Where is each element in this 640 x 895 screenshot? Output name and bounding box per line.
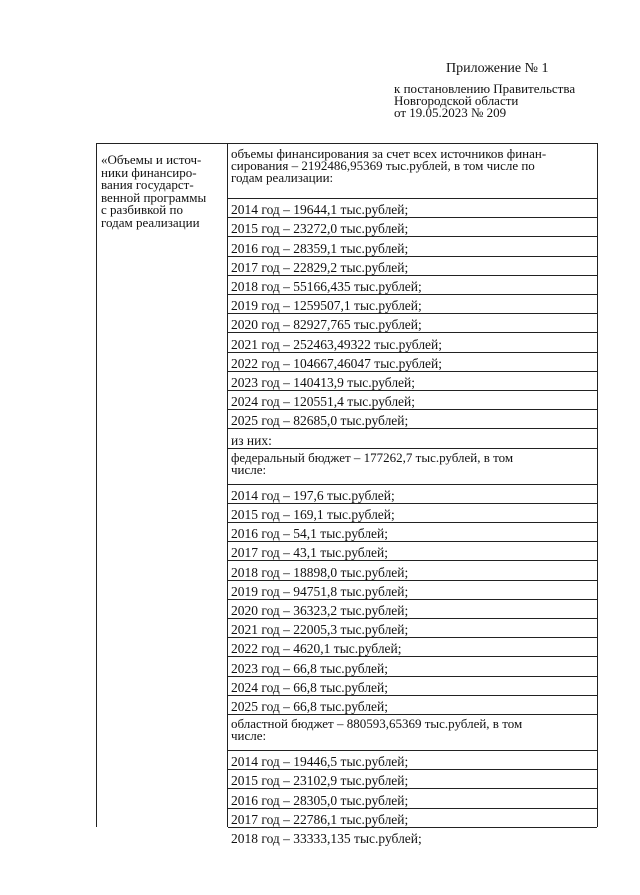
date-number-line: от 19.05.2023 № 209 — [394, 105, 507, 120]
row-label-line: с разбивкой по — [101, 202, 183, 217]
row-text: 2014 год – 19446,5 тыс.рублей; — [231, 754, 409, 770]
row-text: 2019 год – 94751,8 тыс.рублей; — [231, 583, 409, 599]
table-row — [228, 695, 597, 715]
table-row — [228, 714, 597, 751]
table-row — [228, 769, 597, 789]
row-text: 2021 год – 22005,3 тыс.рублей; — [231, 622, 409, 638]
row-text: 2022 год – 104667,46047 тыс.рублей; — [231, 355, 443, 371]
table-row — [228, 144, 597, 199]
row-text: 2020 год – 36323,2 тыс.рублей; — [231, 602, 409, 618]
funding-table — [96, 143, 598, 846]
row-text: из них: — [231, 432, 272, 448]
row-text: 2022 год – 4620,1 тыс.рублей; — [231, 641, 402, 657]
row-text: 2018 год – 55166,435 тыс.рублей; — [231, 278, 422, 294]
row-label-line: «Объемы и источ- — [101, 152, 202, 167]
row-text: 2017 год – 22786,1 тыс.рублей; — [231, 811, 409, 827]
row-text: 2016 год – 28305,0 тыс.рублей; — [231, 792, 409, 808]
table-row — [228, 256, 597, 276]
row-text: 2017 год – 22829,2 тыс.рублей; — [231, 259, 409, 275]
table-row — [228, 294, 597, 314]
row-text: 2015 год – 23102,9 тыс.рублей; — [231, 773, 409, 789]
row-text: 2020 год – 82927,765 тыс.рублей; — [231, 317, 422, 333]
row-text: 2023 год – 66,8 тыс.рублей; — [231, 660, 389, 676]
row-label-line: вания государст- — [101, 177, 194, 192]
row-text: федеральный бюджет – 177262,7 тыс.рублей, в том — [231, 449, 514, 465]
row-text: 2014 год – 197,6 тыс.рублей; — [231, 487, 395, 503]
table-row — [228, 808, 597, 828]
row-text: 2016 год – 28359,1 тыс.рублей; — [231, 240, 409, 256]
row-label-cell — [101, 154, 225, 229]
table-row — [228, 371, 597, 391]
table-row — [228, 390, 597, 410]
table-row — [228, 503, 597, 523]
row-text: 2015 год – 23272,0 тыс.рублей; — [231, 221, 409, 237]
table-row — [228, 313, 597, 333]
table-row — [228, 637, 597, 657]
table-row — [228, 750, 597, 770]
resolution-line: к постановлению Правительства — [394, 81, 576, 96]
row-label-line: ники финансиро- — [101, 164, 197, 180]
row-label-line: венной программы — [101, 189, 207, 205]
row-label-line: годам реализации — [101, 214, 200, 230]
table-row — [228, 827, 597, 846]
table-row — [228, 409, 597, 429]
table-row — [228, 676, 597, 696]
row-text: 2021 год – 252463,49322 тыс.рублей; — [231, 336, 443, 352]
table-row — [228, 428, 597, 448]
table-row — [228, 352, 597, 372]
row-text: областной бюджет – 880593,65369 тыс.рублей, в том — [231, 716, 523, 731]
row-text: 2024 год – 66,8 тыс.рублей; — [231, 679, 389, 695]
table-row — [228, 541, 597, 561]
row-text: сирования – 2192486,95369 тыс.рублей, в том числе по — [231, 158, 535, 173]
row-text: 2015 год – 169,1 тыс.рублей; — [231, 506, 395, 522]
row-text: 2023 год – 140413,9 тыс.рублей; — [231, 374, 416, 390]
table-row — [228, 522, 597, 542]
row-text: годам реализации: — [231, 170, 334, 185]
appendix-title: Приложение № 1 — [446, 61, 549, 76]
row-text: числе: — [231, 728, 267, 743]
row-text: 2025 год – 66,8 тыс.рублей; — [231, 698, 389, 714]
table-row — [228, 560, 597, 580]
row-text: 2019 год – 1259507,1 тыс.рублей; — [231, 298, 422, 314]
table-row — [228, 656, 597, 676]
row-text: 2024 год – 120551,4 тыс.рублей; — [231, 394, 416, 410]
table-row — [228, 217, 597, 237]
row-text: 2018 год – 33333,135 тыс.рублей; — [231, 830, 422, 846]
table-row — [228, 788, 597, 808]
table-row — [228, 198, 597, 218]
table-row — [228, 236, 597, 256]
region-line: Новгородской области — [394, 93, 519, 108]
row-text: 2018 год – 18898,0 тыс.рублей; — [231, 564, 409, 580]
row-text: 2014 год – 19644,1 тыс.рублей; — [231, 202, 409, 218]
table-row — [228, 484, 597, 504]
table-row — [228, 580, 597, 600]
table-row — [228, 618, 597, 638]
table-row — [228, 275, 597, 295]
row-text: 2025 год – 82685,0 тыс.рублей; — [231, 413, 409, 429]
table-row — [228, 332, 597, 352]
row-text: числе: — [231, 461, 267, 477]
row-text: объемы финансирования за счет всех источников финан- — [231, 146, 547, 161]
row-text: 2017 год – 43,1 тыс.рублей; — [231, 545, 389, 561]
row-text: 2016 год – 54,1 тыс.рублей; — [231, 526, 389, 542]
table-row — [228, 448, 597, 485]
table-row — [228, 599, 597, 619]
